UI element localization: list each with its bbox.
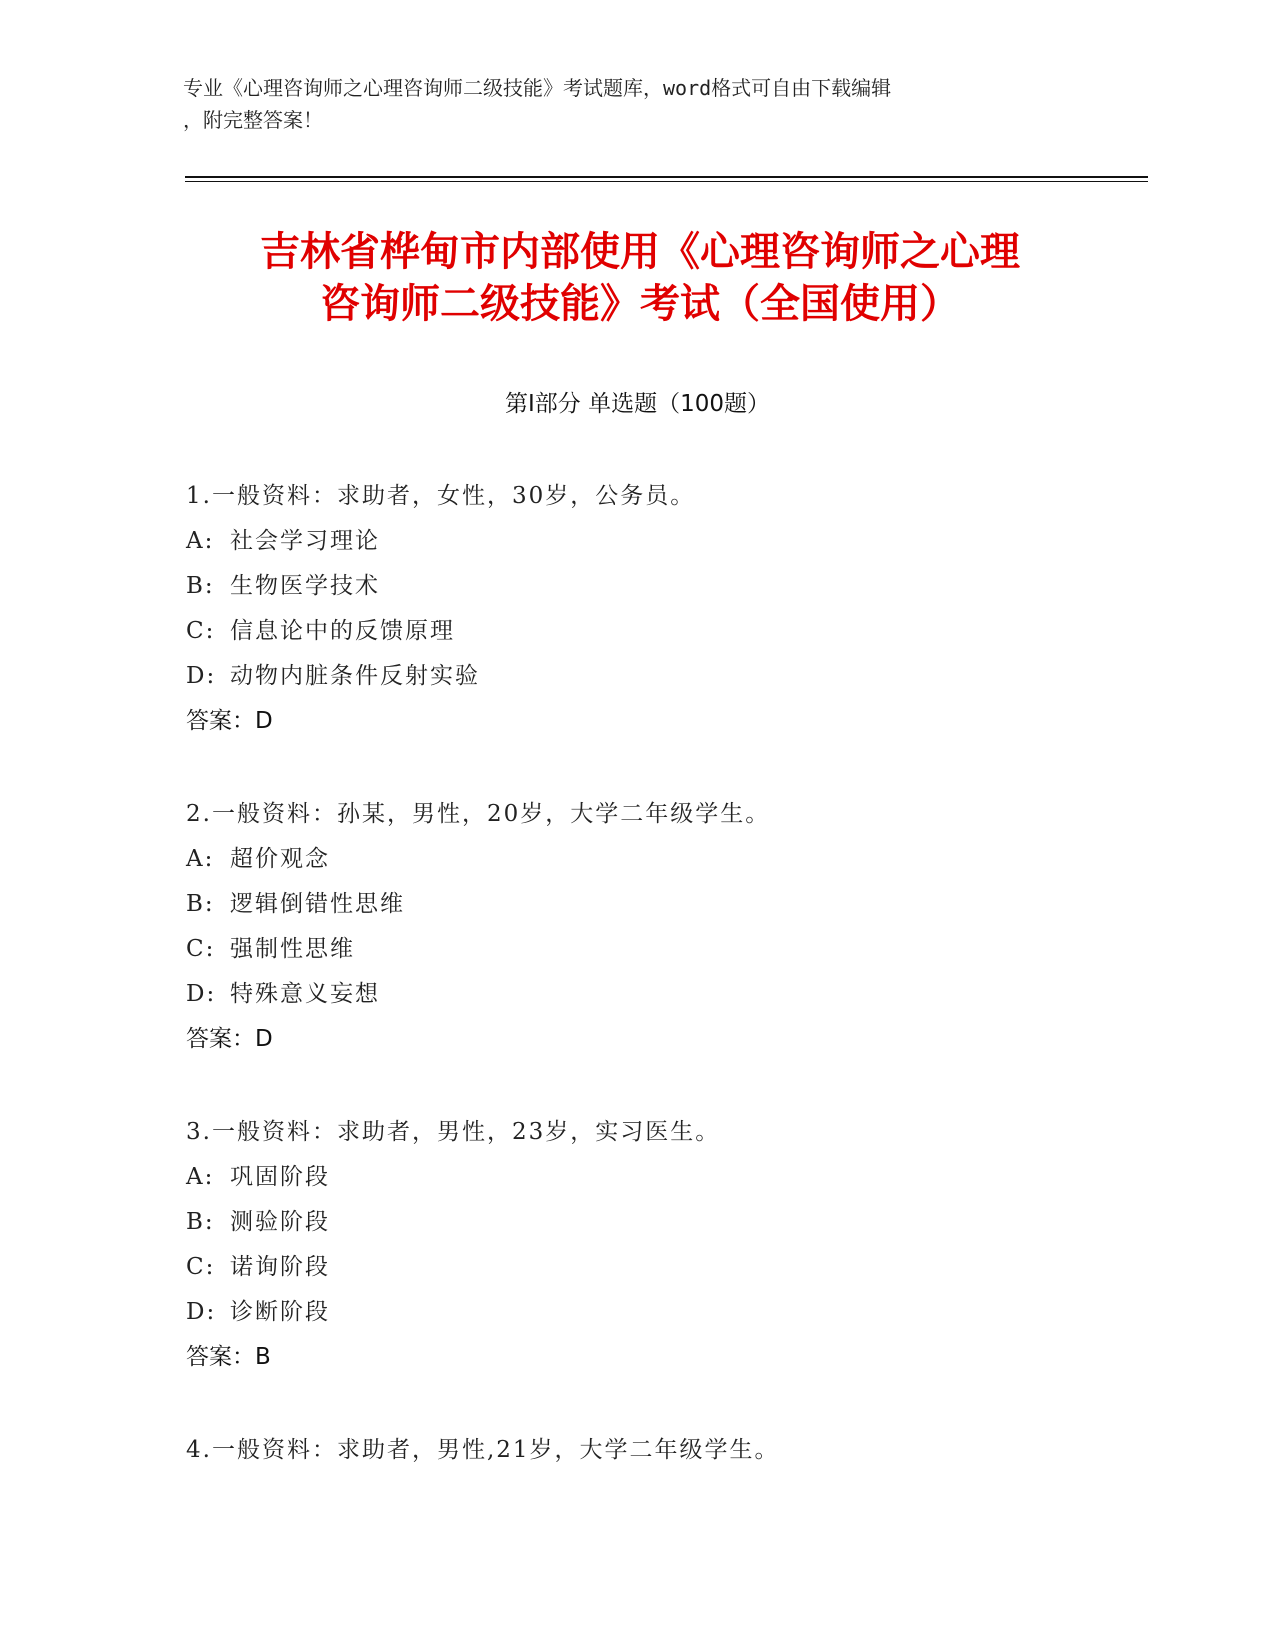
option-d <box>186 1290 1186 1335</box>
option-b <box>186 882 1186 927</box>
option-a <box>186 1155 1186 1200</box>
option-label: A: <box>186 846 215 872</box>
option-label: B: <box>186 891 215 917</box>
option-text: 信息论中的反馈原理 <box>230 618 455 644</box>
option-text: 动物内脏条件反射实验 <box>230 663 480 689</box>
option-text: 强制性思维 <box>230 936 355 962</box>
option-text: 诺询阶段 <box>230 1254 330 1280</box>
option-c <box>186 927 1186 972</box>
option-label: D: <box>186 981 217 1007</box>
option-d <box>186 654 1186 699</box>
option-label: B: <box>186 573 215 599</box>
question-stem: 4.一般资料：求助者，男性,21岁，大学二年级学生。 <box>186 1437 780 1463</box>
option-c <box>186 1245 1186 1290</box>
option-a <box>186 837 1186 882</box>
header-note-line-1: 专业《心理咨询师之心理咨询师二级技能》考试题库，word格式可自由下载编辑 <box>183 76 892 100</box>
option-label: C: <box>186 618 216 644</box>
option-label: A: <box>186 1164 215 1190</box>
question-2 <box>186 792 1186 1062</box>
header-note-line-2: ，附完整答案！ <box>183 108 323 132</box>
answer: 答案：D <box>186 708 273 734</box>
question-list <box>186 474 1186 1521</box>
header-rule-thick <box>185 176 1148 178</box>
option-label: B: <box>186 1209 215 1235</box>
option-b <box>186 564 1186 609</box>
option-text: 诊断阶段 <box>230 1299 330 1325</box>
option-d <box>186 972 1186 1017</box>
question-1 <box>186 474 1186 744</box>
document-title <box>190 226 1090 330</box>
option-text: 生物医学技术 <box>230 573 380 599</box>
option-label: A: <box>186 528 215 554</box>
question-stem: 2.一般资料：孙某，男性，20岁，大学二年级学生。 <box>186 801 771 827</box>
question-stem: 1.一般资料：求助者，女性，30岁，公务员。 <box>186 483 696 509</box>
option-label: C: <box>186 1254 216 1280</box>
option-b <box>186 1200 1186 1245</box>
document-title-line-1: 吉林省桦甸市内部使用《心理咨询师之心理 <box>260 229 1020 275</box>
option-a <box>186 519 1186 564</box>
option-text: 巩固阶段 <box>230 1164 330 1190</box>
option-text: 社会学习理论 <box>230 528 380 554</box>
option-label: D: <box>186 1299 217 1325</box>
option-c <box>186 609 1186 654</box>
section-title: 第Ⅰ部分 单选题（100题） <box>505 391 770 417</box>
question-4 <box>186 1428 1186 1473</box>
header-note <box>183 72 1063 136</box>
answer: 答案：B <box>186 1344 271 1370</box>
option-label: C: <box>186 936 216 962</box>
question-3 <box>186 1110 1186 1380</box>
option-text: 超价观念 <box>230 846 330 872</box>
option-text: 测验阶段 <box>230 1209 330 1235</box>
document-title-line-2: 咨询师二级技能》考试（全国使用） <box>320 281 960 327</box>
option-text: 逻辑倒错性思维 <box>230 891 405 917</box>
option-text: 特殊意义妄想 <box>230 981 380 1007</box>
header-rule-thin <box>185 181 1148 182</box>
option-label: D: <box>186 663 217 689</box>
question-stem: 3.一般资料：求助者，男性，23岁，实习医生。 <box>186 1119 721 1145</box>
answer: 答案：D <box>186 1026 273 1052</box>
